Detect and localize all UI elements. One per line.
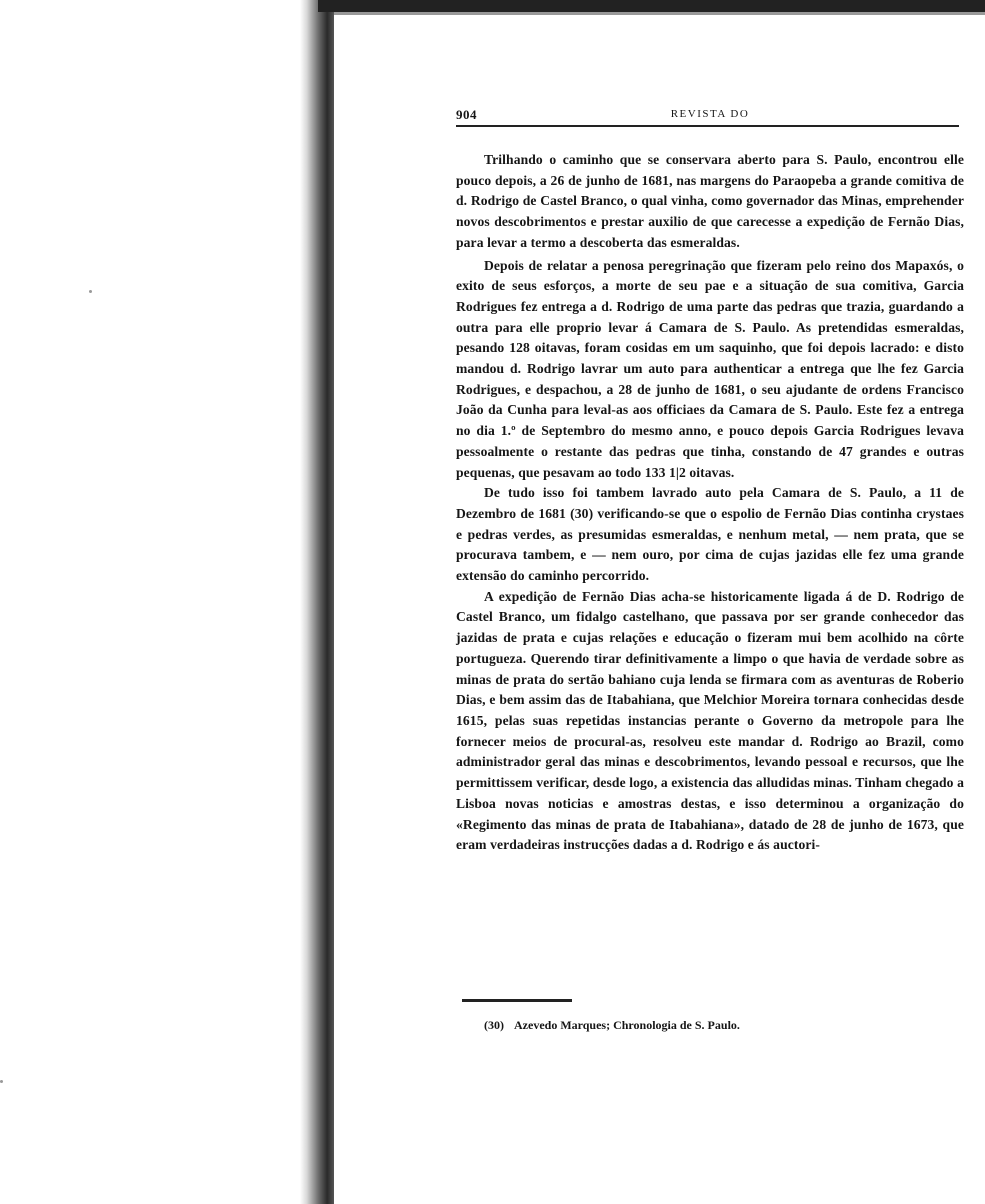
page-number: 904 — [456, 107, 477, 122]
scan-speck — [0, 1080, 3, 1083]
body-text — [456, 150, 964, 856]
book-gutter-shadow — [300, 0, 334, 1204]
footnote-text: Azevedo Marques; Chronologia de S. Paulo. — [514, 1018, 740, 1032]
footnote-rule — [462, 999, 572, 1002]
paragraph: Trilhando o caminho que se conservara aberto para S. Paulo, encontrou elle pouco depois, a 26 de junho de 1681, nas margens do Paraopeba a grande comitiva de d. Rodrigo de Castel Branco, o qual vinha, como governador das Minas, emprehender novos descobrimentos e prestar auxilio de que carecesse a expedição de Fernão Dias, para levar a termo a descoberta das esmeraldas. — [456, 152, 964, 250]
footnote-marker: (30) — [484, 1018, 504, 1032]
scan-speck — [89, 290, 92, 293]
footnote — [484, 1018, 954, 1033]
page-header — [456, 107, 964, 123]
paragraph: Depois de relatar a penosa peregrinação que fizeram pelo reino dos Mapaxós, o exito de seus esforços, a morte de seu pae e a situação de sua comitiva, Garcia Rodrigues fez entrega a d. Rodrigo de uma parte das pedras que trazia, guardando a outra para elle proprio levar á Camara de S. Paulo. As pretendidas esmeraldas, pesando 128 oitavas, foram cosidas em um saquinho, que foi depois lacrado: e disto mandou d. Rodrigo lavrar um auto para authenticar a entrega que lhe fez Garcia Rodrigues, e despachou, a 28 de junho de 1681, o seu ajudante de ordens Francisco João da Cunha para leval-as aos officiaes da Camara de S. Paulo. Este fez a entrega no dia 1.º de Septembro do mesmo anno, e pouco depois Garcia Rodrigues levava pessoalmente o restante das pedras que tinha, constando de 47 grandes e outras pequenas, que pesavam ao todo 133 1|2 oitavas. — [456, 257, 964, 480]
paragraph: De tudo isso foi tambem lavrado auto pela Camara de S. Paulo, a 11 de Dezembro de 1681 (30) verificando-se que o espolio de Fernão Dias continha crystaes e pedras verdes, as presumidas esmeraldas, e nenhum metal, — nem prata, que se procurava tambem, e — nem ouro, por cima de cujas jazidas elle fez uma grande extensão do caminho percorrido. — [456, 485, 964, 584]
running-head: REVISTA DO — [670, 108, 750, 120]
header-rule — [456, 125, 959, 127]
paragraph: A expedição de Fernão Dias acha-se historicamente ligada á de D. Rodrigo de Castel Branco, um fidalgo castelhano, que passava por ser grande conhecedor das jazidas de prata e cujas relações e educação o fizeram mui bem acolhido na côrte portugueza. Querendo tirar definitivamente a limpo o que havia de verdade sobre as minas de prata do sertão bahiano cuja lenda se firmara com as aventuras de Roberio Dias, e bem assim das de Itabahiana, que Melchior Moreira tornara conhecidas desde 1615, pelas suas repetidas instancias perante o Governo da metropole para lhe fornecer meios de procural-as, resolveu este mandar d. Rodrigo ao Brazil, como administrador geral das minas e descobrimentos, levando pessoal e recursos, que lhe permittissem verificar, desde logo, a existencia das alludidas minas. Tinham chegado a Lisboa novas noticias e amostras destas, e isso determinou a organização do «Regimento das minas de prata de Itabahiana», datado de 28 de junho de 1673, que eram verdadeiras instrucções dadas a d. Rodrigo e ás auctori- — [456, 588, 964, 853]
scan-top-border — [318, 0, 985, 12]
left-blank-area — [0, 0, 300, 1204]
